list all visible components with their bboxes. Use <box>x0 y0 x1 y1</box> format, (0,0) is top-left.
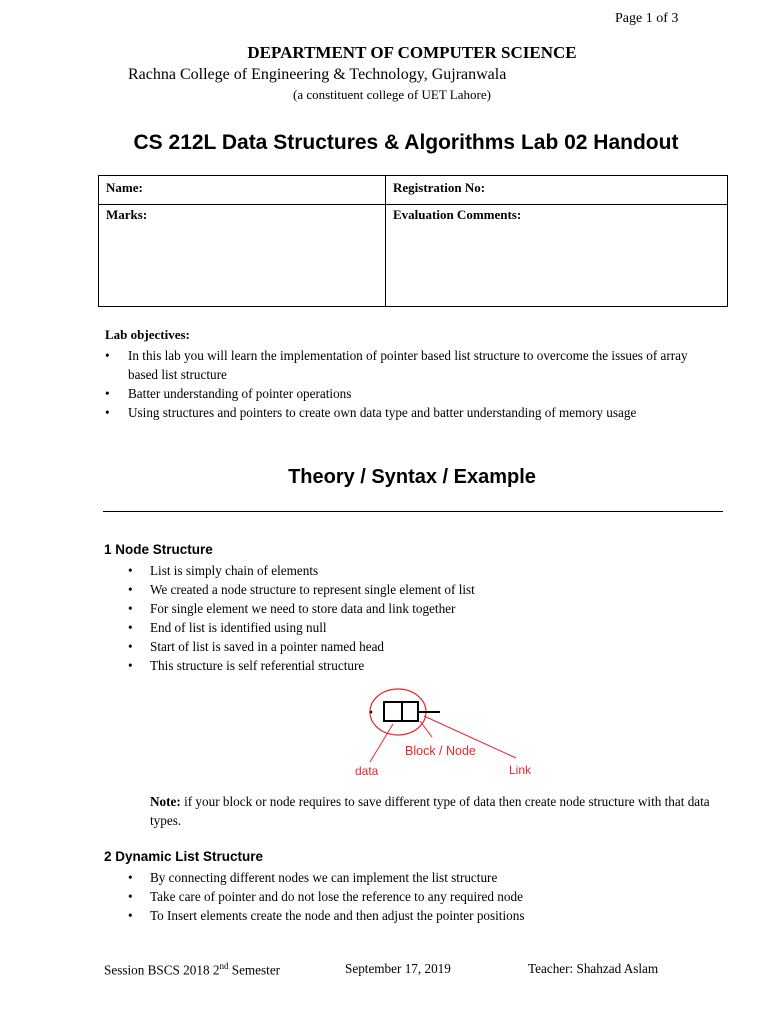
list-item-text: In this lab you will learn the implementation of pointer based list structure to overcome the issues of array based list structure <box>128 348 688 382</box>
constituent-note: (a constituent college of UET Lahore) <box>293 87 491 102</box>
registration-label: Registration No: <box>393 180 486 195</box>
footer-session <box>104 961 280 978</box>
section-divider <box>103 511 723 512</box>
list-item <box>128 580 728 599</box>
list-item-text: Take care of pointer and do not lose the reference to any required node <box>150 889 523 904</box>
page-number: Page 1 of 3 <box>615 11 679 26</box>
name-label: Name: <box>106 180 143 195</box>
list-item-text: We created a node structure to represent single element of list <box>150 582 475 597</box>
handout-title: CS 212L Data Structures & Algorithms Lab 02 Handout <box>133 131 679 154</box>
bullet-marker: • <box>128 620 133 635</box>
footer-date: September 17, 2019 <box>345 961 451 976</box>
note-text: if your block or node requires to save different type of data then create node structure with that data types. <box>150 794 710 828</box>
bullet-marker: • <box>105 348 110 363</box>
list-item <box>128 868 728 887</box>
list-item-text: List is simply chain of elements <box>150 563 319 578</box>
list-item <box>105 346 715 384</box>
note-label: Note: <box>150 794 181 809</box>
list-item-text: To Insert elements create the node and then adjust the pointer positions <box>150 908 525 923</box>
bullet-marker: • <box>128 889 133 904</box>
list-item <box>128 561 728 580</box>
list-item <box>128 637 728 656</box>
department-heading: DEPARTMENT OF COMPUTER SCIENCE <box>247 43 577 62</box>
bullet-marker: • <box>128 908 133 923</box>
link-label: Link <box>509 763 532 777</box>
theory-title: Theory / Syntax / Example <box>288 466 536 488</box>
node-diagram <box>340 688 540 788</box>
list-item <box>128 906 728 925</box>
bullet-marker: • <box>128 563 133 578</box>
bullet-marker: • <box>105 405 110 420</box>
list-item <box>128 887 728 906</box>
node-structure-list <box>128 561 728 675</box>
list-item-text: End of list is identified using null <box>150 620 327 635</box>
note-paragraph <box>150 792 730 830</box>
bullet-marker: • <box>128 658 133 673</box>
list-item <box>128 599 728 618</box>
session-ordinal: nd <box>219 961 229 971</box>
bullet-marker: • <box>128 601 133 616</box>
node-structure-heading: 1 Node Structure <box>104 542 213 557</box>
session-text: Session BSCS 2018 2 <box>104 962 220 978</box>
list-item <box>105 403 715 422</box>
node-dot <box>370 711 373 714</box>
student-info-table <box>98 175 728 307</box>
table-divider-vertical <box>385 176 386 306</box>
list-item <box>128 656 728 675</box>
list-item-text: Using structures and pointers to create own data type and batter understanding of memory usage <box>128 405 637 420</box>
data-label: data <box>355 764 379 778</box>
objectives-list <box>105 346 715 422</box>
objectives-heading: Lab objectives: <box>105 327 190 342</box>
list-item-text: Batter understanding of pointer operations <box>128 386 352 401</box>
footer-teacher: Teacher: Shahzad Aslam <box>528 961 659 976</box>
list-item <box>105 384 715 403</box>
dynamic-list-list <box>128 868 728 925</box>
list-item-text: For single element we need to store data and link together <box>150 601 456 616</box>
evaluation-comments-label: Evaluation Comments: <box>393 207 522 222</box>
block-node-label: Block / Node <box>405 744 476 758</box>
data-arrow <box>370 724 393 762</box>
marks-label: Marks: <box>106 207 148 222</box>
list-item-text: This structure is self referential structure <box>150 658 365 673</box>
list-item-text: By connecting different nodes we can implement the list structure <box>150 870 498 885</box>
bullet-marker: • <box>105 386 110 401</box>
semester-text: Semester <box>228 962 281 978</box>
list-item <box>128 618 728 637</box>
bullet-marker: • <box>128 870 133 885</box>
table-divider-horizontal <box>99 204 727 205</box>
dynamic-list-heading: 2 Dynamic List Structure <box>104 849 264 864</box>
list-item-text: Start of list is saved in a pointer named head <box>150 639 385 654</box>
college-name: Rachna College of Engineering & Technology, Gujranwala <box>128 66 507 83</box>
bullet-marker: • <box>128 582 133 597</box>
bullet-marker: • <box>128 639 133 654</box>
block-arrow <box>420 721 432 737</box>
